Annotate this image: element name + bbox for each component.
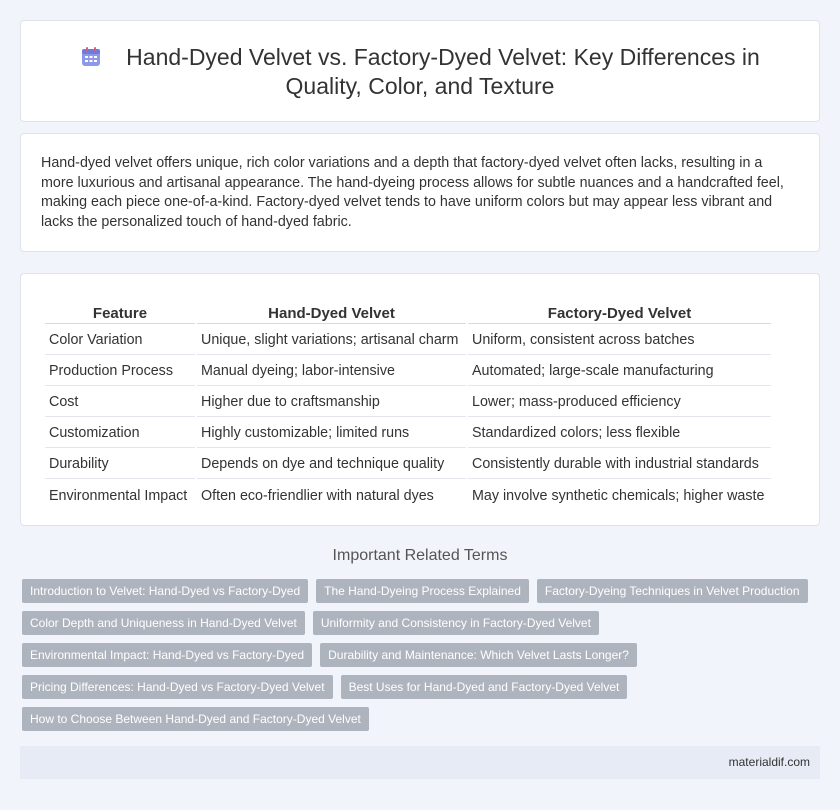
table-row — [45, 419, 771, 448]
intro-card — [20, 133, 820, 252]
hand-dyed-cell: Higher due to craftsmanship — [197, 388, 466, 417]
related-terms-list — [22, 579, 822, 739]
table-row — [45, 326, 771, 355]
related-term-link[interactable]: Best Uses for Hand-Dyed and Factory-Dyed Velvet — [341, 675, 628, 699]
page-title: Hand-Dyed Velvet vs. Factory-Dyed Velvet: Key Differences in Quality, Color, and Texture — [126, 44, 760, 99]
table-row — [45, 388, 771, 417]
header-feature: Feature — [45, 298, 195, 324]
header-factory-dyed: Factory-Dyed Velvet — [468, 298, 771, 324]
hand-dyed-cell: Unique, slight variations; artisanal charm — [197, 326, 466, 355]
factory-dyed-cell: Standardized colors; less flexible — [468, 419, 771, 448]
related-term-link[interactable]: Pricing Differences: Hand-Dyed vs Factory-Dyed Velvet — [22, 675, 333, 699]
footer-site-name: materialdif.com — [728, 755, 810, 769]
feature-cell: Cost — [45, 388, 195, 417]
tag-row — [22, 675, 822, 699]
related-term-link[interactable]: The Hand-Dyeing Process Explained — [316, 579, 529, 603]
comparison-table — [43, 296, 773, 512]
related-term-link[interactable]: Introduction to Velvet: Hand-Dyed vs Factory-Dyed — [22, 579, 308, 603]
hand-dyed-cell: Highly customizable; limited runs — [197, 419, 466, 448]
factory-dyed-cell: Automated; large-scale manufacturing — [468, 357, 771, 386]
tag-row — [22, 643, 822, 667]
tag-row — [22, 707, 822, 731]
hand-dyed-cell: Manual dyeing; labor-intensive — [197, 357, 466, 386]
related-term-link[interactable]: Durability and Maintenance: Which Velvet Lasts Longer? — [320, 643, 637, 667]
feature-cell: Color Variation — [45, 326, 195, 355]
hand-dyed-cell: Often eco-friendlier with natural dyes — [201, 487, 434, 504]
title-card — [20, 20, 820, 122]
calendar-icon — [80, 46, 102, 68]
factory-dyed-cell: Lower; mass-produced efficiency — [468, 388, 771, 417]
tag-row — [22, 611, 822, 635]
related-term-link[interactable]: Environmental Impact: Hand-Dyed vs Factory-Dyed — [22, 643, 312, 667]
tag-row — [22, 579, 822, 603]
table-header-row — [45, 298, 771, 324]
related-term-link[interactable]: Color Depth and Uniqueness in Hand-Dyed Velvet — [22, 611, 305, 635]
header-hand-dyed: Hand-Dyed Velvet — [197, 298, 466, 324]
intro-paragraph: Hand-dyed velvet offers unique, rich color variations and a depth that factory-dyed velvet often lacks, resulting in a more luxurious and artisanal appearance. The hand-dyeing process allows for subtle nuances and a handcrafted feel, making each piece one-of-a-kind. Factory-dyed velvet tends to have uniform colors but may appear less vibrant and lacks the personalized touch of hand-dyed fabric. — [41, 155, 784, 230]
feature-cell: Production Process — [45, 357, 195, 386]
related-terms-heading: Important Related Terms — [332, 547, 508, 564]
related-term-link[interactable]: How to Choose Between Hand-Dyed and Factory-Dyed Velvet — [22, 707, 369, 731]
feature-cell: Customization — [45, 419, 195, 448]
feature-cell: Environmental Impact — [49, 487, 188, 504]
comparison-card — [20, 273, 820, 526]
page-title-block — [51, 43, 789, 101]
feature-cell: Durability — [45, 450, 195, 479]
factory-dyed-cell: Uniform, consistent across batches — [468, 326, 771, 355]
footer — [20, 746, 820, 779]
table-row — [45, 481, 771, 510]
hand-dyed-cell: Depends on dye and technique quality — [197, 450, 466, 479]
factory-dyed-cell: Consistently durable with industrial standards — [468, 450, 771, 479]
factory-dyed-cell: May involve synthetic chemicals; higher waste — [472, 487, 765, 504]
table-row — [45, 450, 771, 479]
table-row — [45, 357, 771, 386]
related-term-link[interactable]: Uniformity and Consistency in Factory-Dyed Velvet — [313, 611, 599, 635]
related-term-link[interactable]: Factory-Dyeing Techniques in Velvet Production — [537, 579, 808, 603]
